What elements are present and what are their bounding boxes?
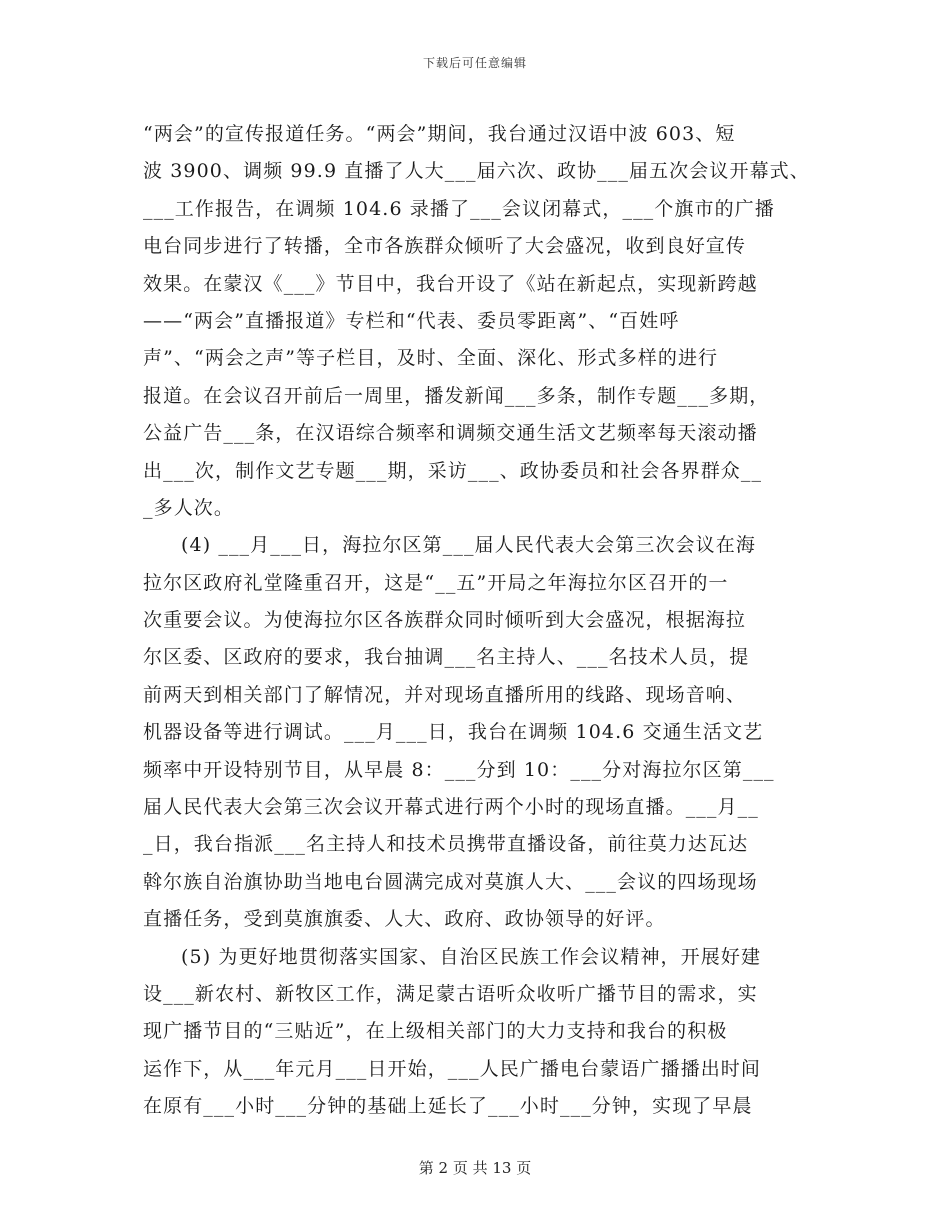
text-line: 声”、“两会之声”等子栏目，及时、全面、深化、形式多样的进行 — [143, 347, 719, 370]
text-line: 机器设备等进行调试。___月___日，我台在调频 104.6 交通生活文艺 — [143, 721, 764, 744]
text-line: 效果。在蒙汉《___》节目中，我台开设了《站在新起点，实现新跨越 — [143, 272, 758, 295]
text-line: 频率中开设特别节目，从早晨 8：___分到 10：___分对海拉尔区第___ — [143, 758, 775, 781]
text-line: _日，我台指派___名主持人和技术员携带直播设备，前往莫力达瓦达 — [143, 833, 749, 856]
text-line: 直播任务，受到莫旗旗委、人大、政府、政协领导的好评。 — [143, 908, 666, 931]
text-line: 公益广告___条，在汉语综合频率和调频交通生活文艺频率每天滚动播 — [143, 422, 758, 445]
text-line: 拉尔区政府礼堂隆重召开，这是“__五”开局之年海拉尔区召开的一 — [143, 571, 729, 594]
text-line: 尔区委、区政府的要求，我台抽调___名主持人、___名技术人员，提 — [143, 646, 750, 669]
text-line: 次重要会议。为使海拉尔区各族群众同时倾听到大会盛况，根据海拉 — [143, 609, 747, 632]
text-line: 报道。在会议召开前后一周里，播发新闻___多条，制作专题___多期， — [143, 384, 770, 407]
text-line: _多人次。 — [143, 496, 235, 519]
text-line: “两会”的宣传报道任务。“两会”期间，我台通过汉语中波 603、短 — [143, 123, 736, 145]
text-line: ——“两会”直播报道》专栏和“代表、委员零距离”、“百姓呼 — [143, 309, 680, 332]
paragraph-start-line: (4) ___月___日，海拉尔区第___届人民代表大会第三次会议在海 — [181, 534, 756, 557]
text-line: 在原有___小时___分钟的基础上延长了___小时___分钟，实现了早晨 — [143, 1095, 753, 1118]
paragraph-start-line: (5) 为更好地贯彻落实国家、自治区民族工作会议精神，开展好建 — [181, 945, 762, 968]
text-line: ___工作报告，在调频 104.6 录播了___会议闭幕式，___个旗市的广播 — [143, 197, 775, 220]
text-line: 电台同步进行了转播，全市各族群众倾听了大会盛况，收到良好宣传 — [143, 235, 747, 258]
text-line: 波 3900、调频 99.9 直播了人大___届六次、政协___届五次会议开幕式、 — [143, 160, 810, 183]
text-line: 运作下，从___年元月___日开始，___人民广播电台蒙语广播播出时间 — [143, 1057, 762, 1080]
page-header: 下载后可任意编辑 — [422, 56, 527, 70]
text-line: 现广播节目的“三贴近”，在上级相关部门的大力支持和我台的积极 — [143, 1020, 728, 1043]
text-line: 前两天到相关部门了解情况，并对现场直播所用的线路、现场音响、 — [143, 683, 747, 706]
text-line: 出___次，制作文艺专题___期，采访___、政协委员和社会各界群众__ — [143, 459, 763, 482]
text-line: 斡尔族自治旗协助当地电台圆满完成对莫旗人大、___会议的四场现场 — [143, 870, 758, 893]
text-line: 届人民代表大会第三次会议开幕式进行两个小时的现场直播。___月__ — [143, 796, 759, 819]
page-number: 第 2 页 共 13 页 — [418, 1159, 532, 1177]
document-body — [143, 116, 810, 1126]
text-line: 设___新农村、新牧区工作，满足蒙古语听众收听广播节目的需求，实 — [143, 982, 758, 1005]
